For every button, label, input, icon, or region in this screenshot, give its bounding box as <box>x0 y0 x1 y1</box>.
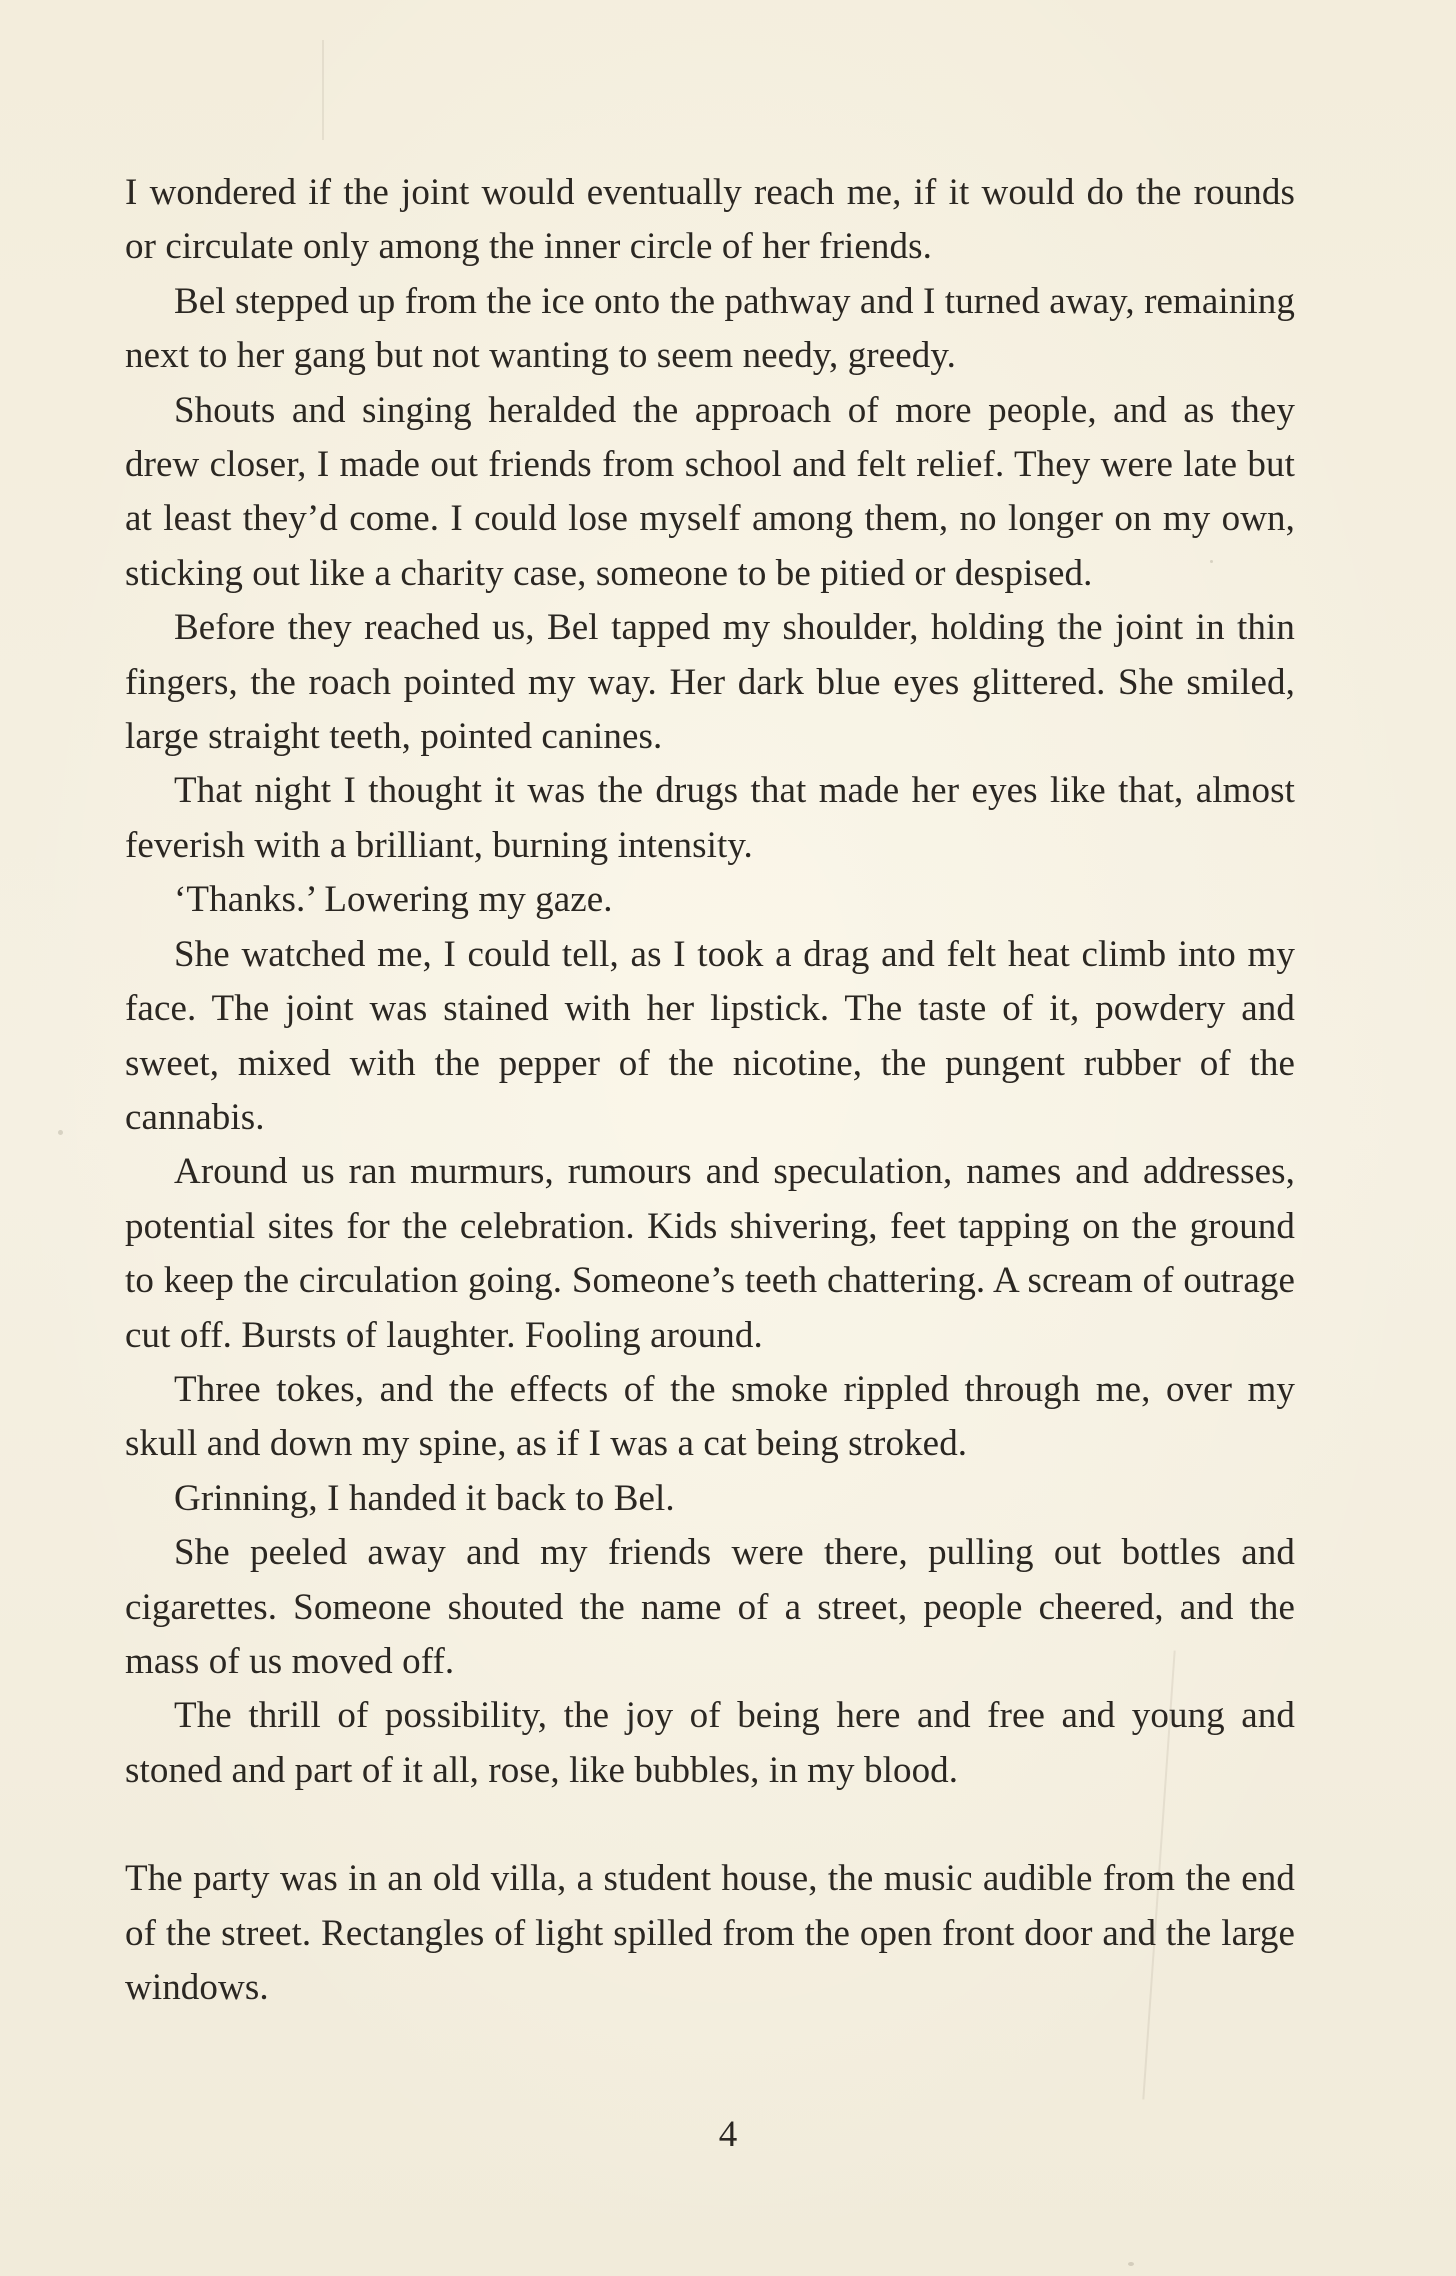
paragraph-5: That night I thought it was the drugs that made her eyes like that, almost feverish with a brilliant, burning intensity. <box>125 770 1295 866</box>
paper-crease <box>322 40 324 140</box>
paragraph-10: Grinning, I handed it back to Bel. <box>174 1477 675 1519</box>
body-text <box>125 166 1295 2015</box>
paper-speck <box>58 1130 63 1135</box>
paragraph-2: Bel stepped up from the ice onto the pathway and I turned away, remaining next to her gang but not wanting to seem needy, greedy. <box>125 280 1295 377</box>
paper-speck <box>1128 2262 1134 2266</box>
paragraph-4: Before they reached us, Bel tapped my shoulder, holding the joint in thin fingers, the roach pointed my way. Her dark blue eyes glittered. She smiled, large straight teeth, pointed canines. <box>125 607 1295 758</box>
paragraph-11: She peeled away and my friends were there, pulling out bottles and cigarettes. Someone shouted the name of a street, people cheered, and the mass of us moved off. <box>125 1532 1295 1682</box>
paragraph-3: Shouts and singing heralded the approach of more people, and as they drew closer, I made out friends from school and felt relief. They were late but at least they’d come. I could lose myself among them, no longer on my own, sticking out like a charity case, someone to be pitied or despised. <box>125 389 1295 594</box>
paragraph-8: Around us ran murmurs, rumours and speculation, names and addresses, potential sites for the celebration. Kids shivering, feet tapping on the ground to keep the circulation going. Someone’s teeth chattering. A scream of outrage cut off. Bursts of laughter. Fooling around. <box>125 1151 1295 1356</box>
paragraph-7: She watched me, I could tell, as I took a drag and felt heat climb into my face. The joint was stained with her lipstick. The taste of it, powdery and sweet, mixed with the pepper of the nicotine, the pungent rubber of the cannabis. <box>125 933 1295 1138</box>
paragraph-6: ‘Thanks.’ Lowering my gaze. <box>174 879 613 921</box>
paragraph-1: I wondered if the joint would eventually reach me, if it would do the rounds or circulate only among the inner circle of her friends. <box>125 172 1295 268</box>
page-number: 4 <box>718 2114 738 2155</box>
paragraph-13: The party was in an old villa, a student house, the music audible from the end of the street. Rectangles of light spilled from the open front door and the large windows. <box>125 1858 1295 2008</box>
paragraph-9: Three tokes, and the effects of the smoke rippled through me, over my skull and down my spine, as if I was a cat being stroked. <box>125 1368 1295 1465</box>
paragraph-12: The thrill of possibility, the joy of being here and free and young and stoned and part of it all, rose, like bubbles, in my blood. <box>125 1695 1295 1791</box>
